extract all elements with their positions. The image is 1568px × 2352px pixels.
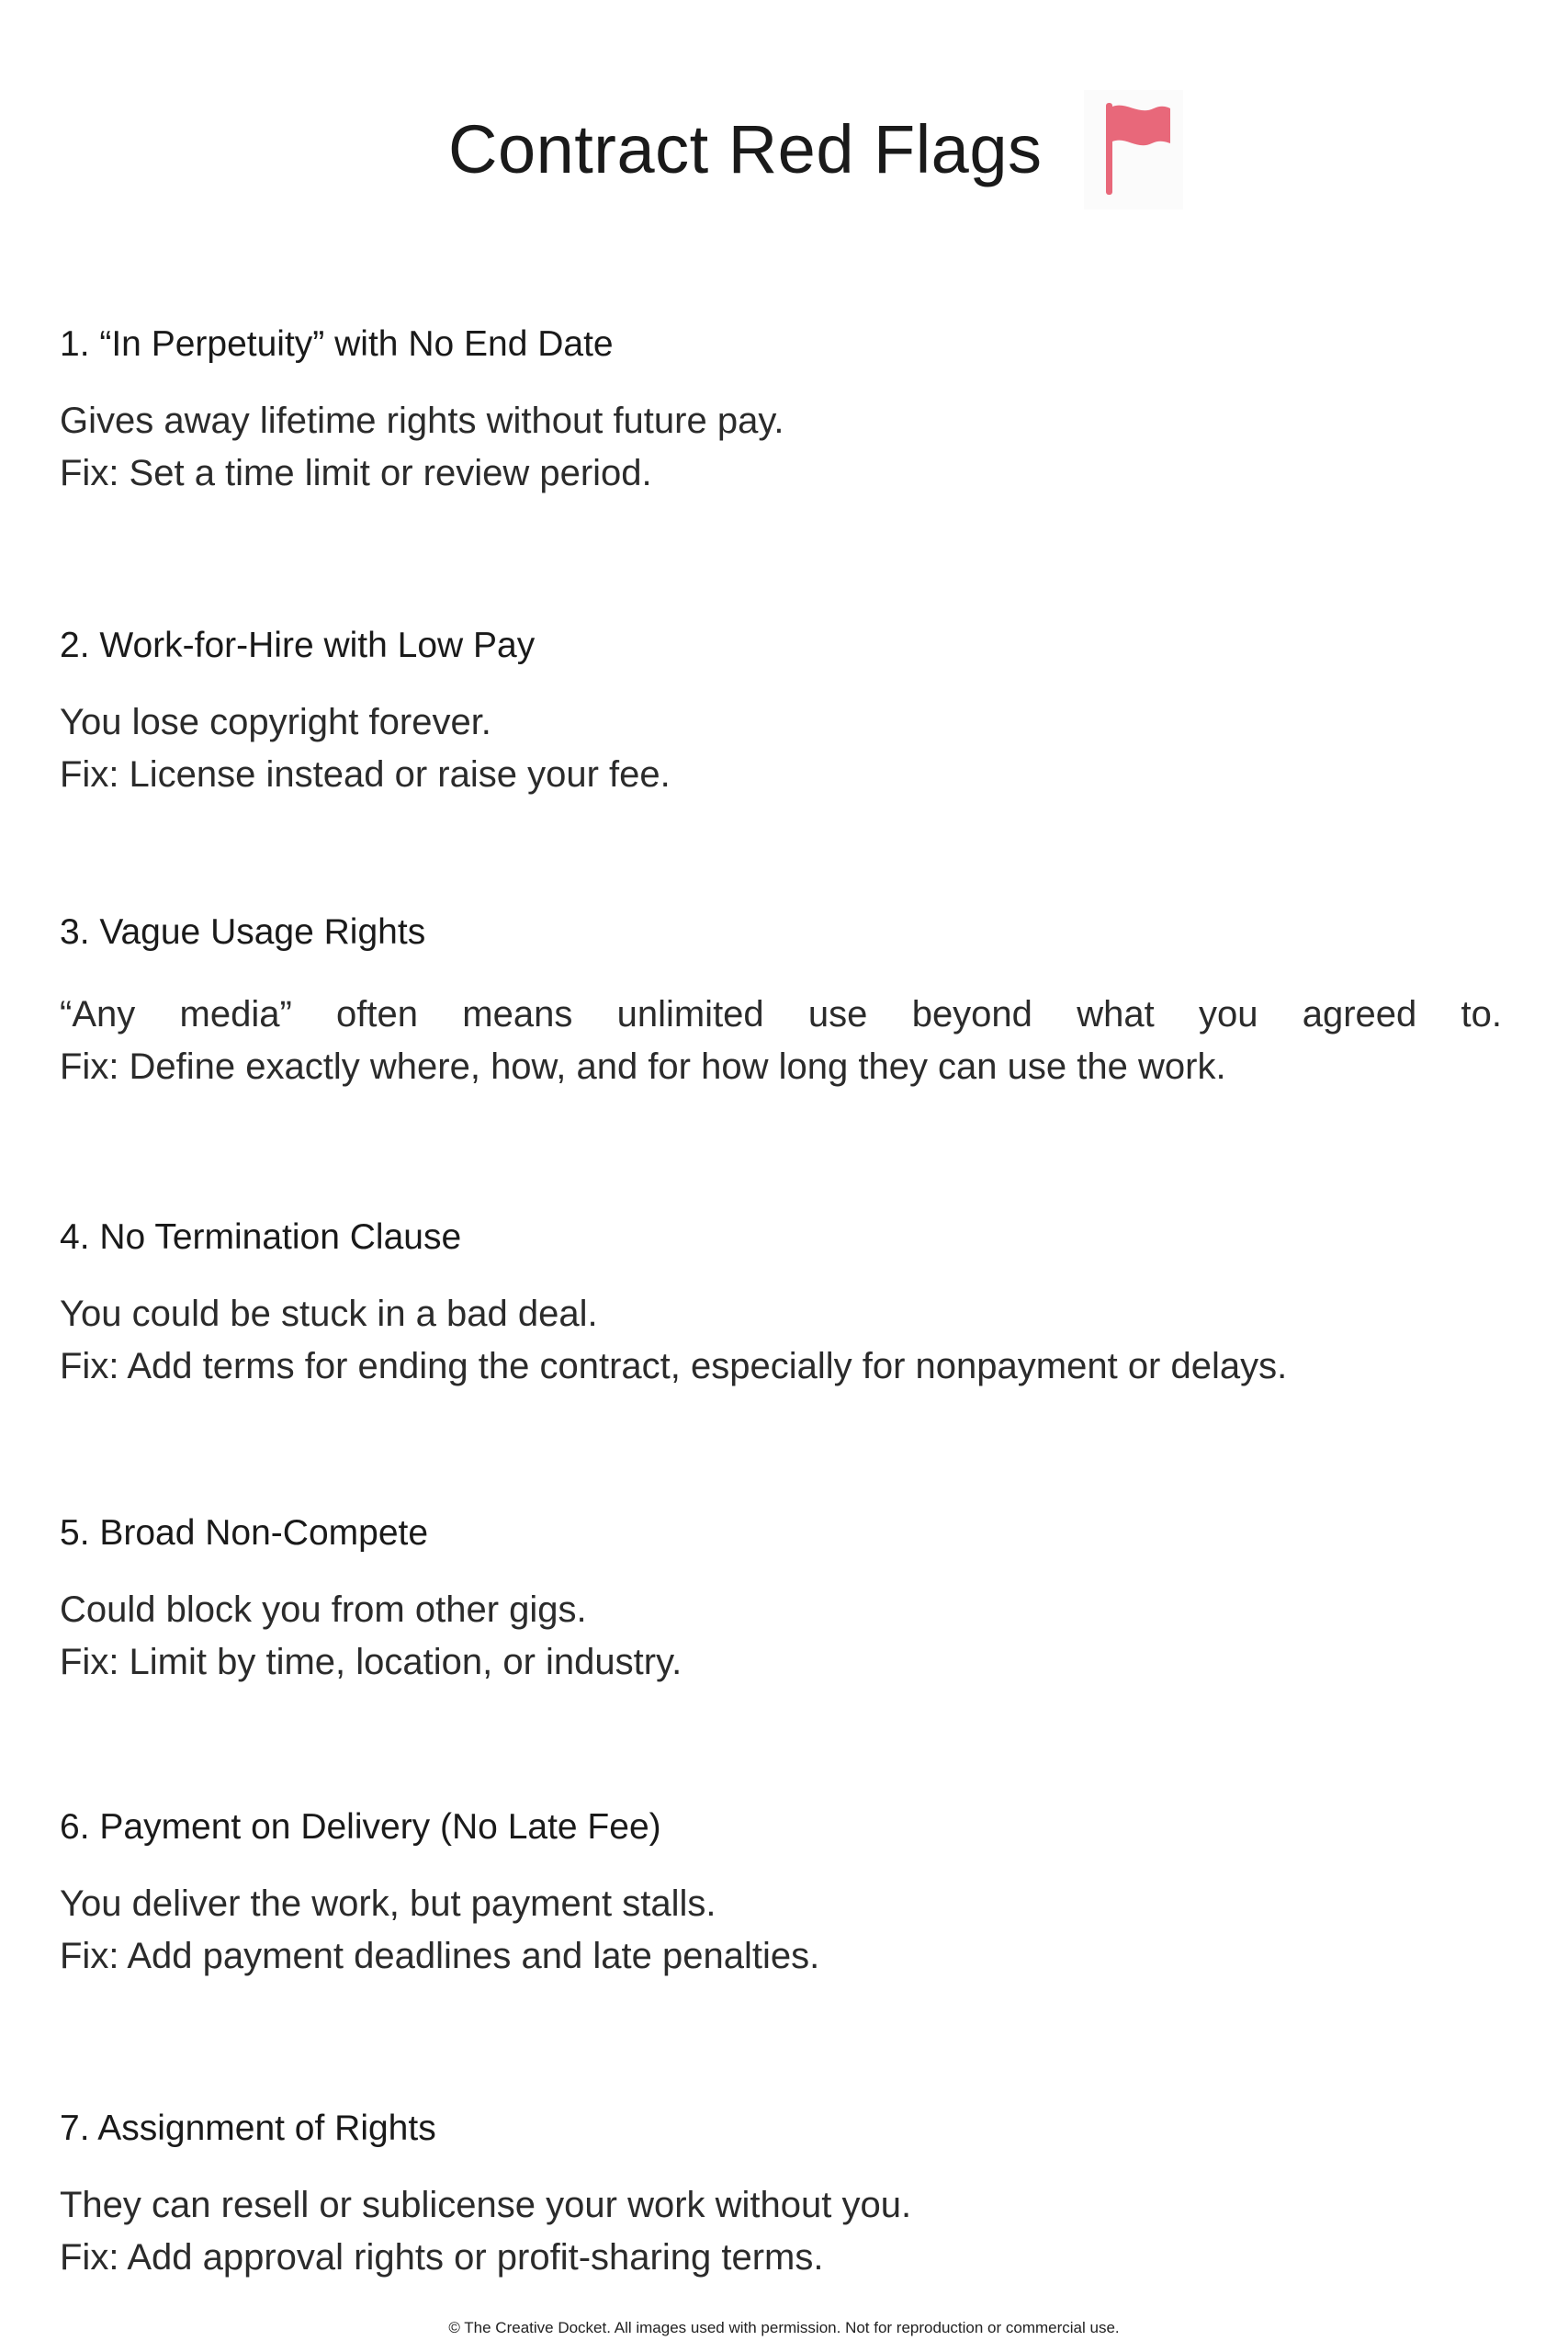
section-fix: Fix: Add terms for ending the contract, especially for nonpayment or delays. — [60, 1346, 1288, 1386]
section-body — [60, 1288, 1502, 1393]
section-fix: Fix: Limit by time, location, or industry. — [60, 1642, 682, 1682]
section-body — [60, 2179, 1502, 2284]
section-heading: 2. Work-for-Hire with Low Pay — [60, 626, 536, 665]
section-description: “Any media” often means unlimited use beyond what you agreed to. — [60, 994, 1502, 1035]
section-heading: 3. Vague Usage Rights — [60, 912, 426, 952]
section-description: You lose copyright forever. — [60, 702, 491, 742]
section-body — [60, 1584, 1502, 1689]
section-description: You deliver the work, but payment stalls. — [60, 1883, 716, 1924]
flag-section-6 — [60, 1806, 1502, 1983]
section-heading: 1. “In Perpetuity” with No End Date — [60, 324, 614, 364]
red-flag-icon — [1084, 90, 1183, 209]
flag-section-7 — [60, 2108, 1502, 2284]
flag-section-4 — [60, 1216, 1502, 1393]
section-description: They can resell or sublicense your work without you. — [60, 2185, 912, 2225]
title-row — [0, 108, 1568, 219]
section-fix: Fix: Add payment deadlines and late penalties. — [60, 1936, 820, 1976]
flag-section-2 — [60, 625, 1502, 801]
section-description: You could be stuck in a bad deal. — [60, 1294, 598, 1334]
red-flag-icon-graphic — [1093, 96, 1176, 202]
section-heading: 7. Assignment of Rights — [60, 2109, 436, 2148]
section-fix: Fix: Set a time limit or review period. — [60, 453, 652, 493]
flag-section-5 — [60, 1512, 1502, 1689]
section-heading: 5. Broad Non-Compete — [60, 1513, 429, 1553]
section-heading: 4. No Termination Clause — [60, 1217, 462, 1257]
flag-section-3 — [60, 911, 1502, 1093]
flag-section-1 — [60, 323, 1502, 500]
section-description: Could block you from other gigs. — [60, 1589, 587, 1630]
section-fix: Fix: Add approval rights or profit-sharing terms. — [60, 2237, 824, 2278]
section-body — [60, 989, 1502, 1093]
section-fix: Fix: Define exactly where, how, and for how long they can use the work. — [60, 1046, 1226, 1087]
section-body — [60, 1878, 1502, 1983]
section-heading: 6. Payment on Delivery (No Late Fee) — [60, 1807, 661, 1847]
section-body — [60, 395, 1502, 500]
section-description: Gives away lifetime rights without future pay. — [60, 401, 784, 441]
page-title: Contract Red Flags — [448, 111, 1043, 187]
section-fix: Fix: License instead or raise your fee. — [60, 754, 671, 795]
copyright-footer: © The Creative Docket. All images used with permission. Not for reproduction or commercial use. — [448, 2319, 1120, 2336]
section-body — [60, 696, 1502, 801]
